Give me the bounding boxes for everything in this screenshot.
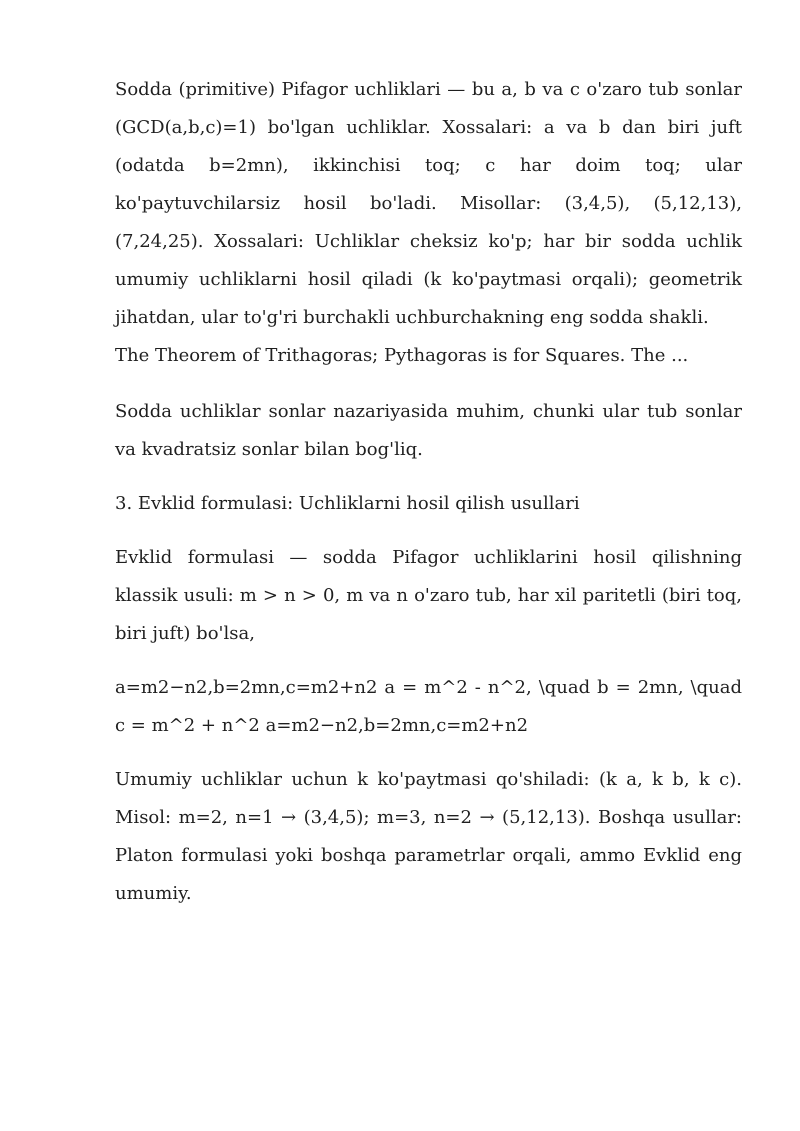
section-heading-euclid: 3. Evklid formulasi: Uchliklarni hosil qilish usullari <box>115 493 580 514</box>
paragraph-number-theory: Sodda uchliklar sonlar nazariyasida muhim, chunki ular tub sonlar va kvadratsiz sonlar bilan bog'liq. <box>115 401 742 460</box>
paragraph-euclid-formula: Evklid formulasi — sodda Pifagor uchliklarini hosil qilishning klassik usuli: m > n > 0, m va n o'zaro tub, har xil paritetli (biri toq, biri juft) bo'lsa, <box>115 547 742 644</box>
paragraph-primitive-triples: Sodda (primitive) Pifagor uchliklari — bu a, b va c o'zaro tub sonlar (GCD(a,b,c)=1) bo'lgan uchliklar. Xossalari: a va b dan biri juft (odatda b=2mn), ikkinchisi toq; c har doim toq; ular ko'paytuvchilarsiz hosil bo'ladi. Misollar: (3,4,5), (5,12,13), (7,24,25). Xossalari: Uchliklar cheksiz ko'p; har bir sodda uchlik umumiy uchliklarni hosil qiladi (k ko'paytmasi orqali); geometrik jihatdan, ular to'g'ri burchakli uchburchakning eng sodda shakli. <box>115 79 742 328</box>
paragraph-general-triples: Umumiy uchliklar uchun k ko'paytmasi qo'shiladi: (k a, k b, k c). Misol: m=2, n=1 → (3,4,5); m=3, n=2 → (5,12,13). Boshqa usullar: Platon formulasi yoki boshqa parametrlar orqali, ammo Evklid eng umumiy. <box>115 769 742 904</box>
formula-line: a=m2−n2,b=2mn,c=m2+n2 a = m^2 - n^2, \quad b = 2mn, \quad c = m^2 + n^2 a=m2−n2,b=2mn,c=m2+n2 <box>115 677 742 736</box>
document-page <box>115 71 742 913</box>
quoted-link-line: The Theorem of Trithagoras; Pythagoras is for Squares. The ... <box>115 345 689 366</box>
